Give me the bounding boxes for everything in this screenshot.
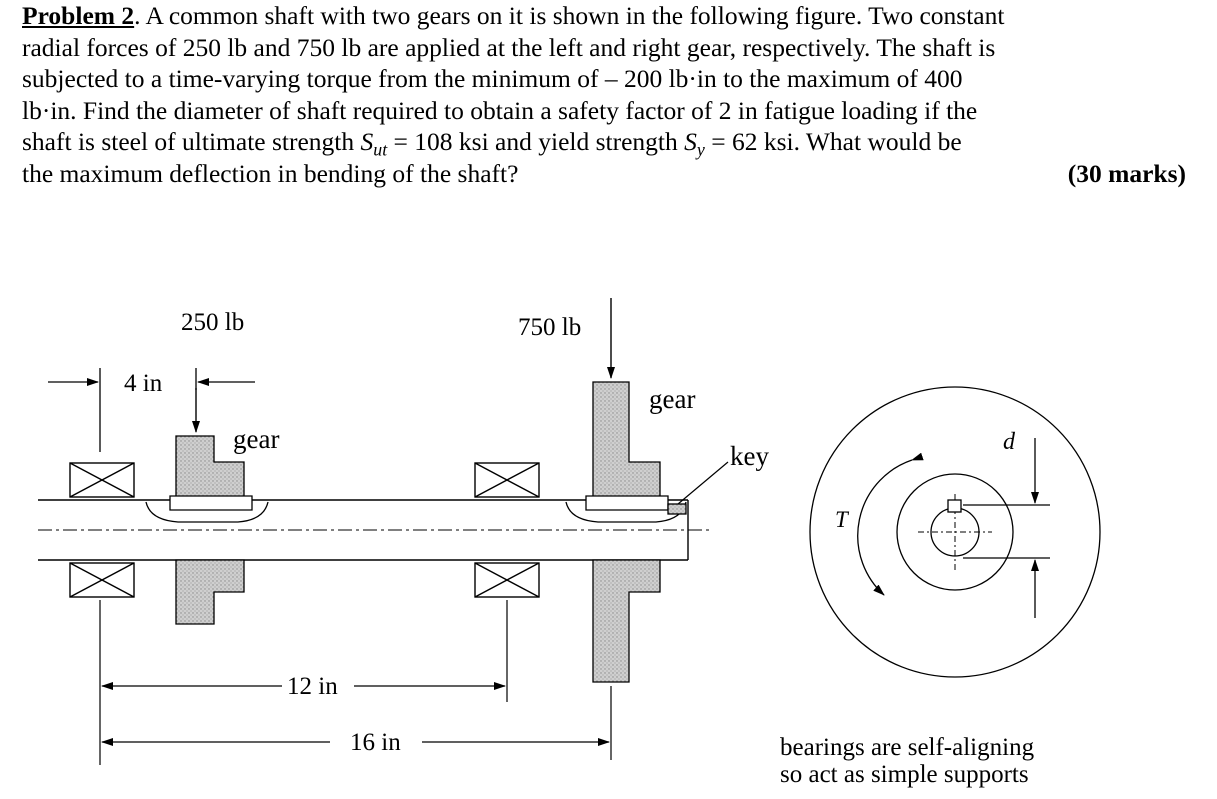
force-label-left: 250 lb [181,309,245,336]
dim-label-4in: 4 in [124,370,163,397]
dim-label-16in: 16 in [350,729,401,756]
problem-line-3: subjected to a time-varying torque from the minimum of – 200 lb·in to the maximum of 400 [22,64,963,93]
note-line-2: so act as simple supports [780,761,1029,788]
key-label: key [730,441,769,471]
torque-arrow [858,460,912,595]
torque-label: T [835,507,848,532]
note-line-1: bearings are self-aligning [780,734,1035,761]
gear-label-left: gear [233,424,280,454]
key-slot [668,504,686,514]
key-leader [678,462,728,504]
problem-heading: Problem 2 [22,1,135,30]
diameter-label: d [1003,429,1015,455]
sy-symbol: S [684,127,697,156]
problem-line-1: Problem 2. A common shaft with two gears on it is shown in the following figure. Two constant [22,1,1005,30]
dim-label-12in: 12 in [287,673,338,700]
problem-line-2: radial forces of 250 lb and 750 lb are applied at the left and right gear, respectively. The shaft is [22,32,996,62]
sut-symbol: S [360,127,374,156]
marks-label: (30 marks) [1067,158,1186,188]
force-label-right: 750 lb [518,314,582,341]
sut-subscript: ut [373,139,388,160]
problem-line-6: the maximum deflection in bending of the shaft? (30 marks) [22,158,1186,188]
sy-subscript: y [696,139,705,160]
gear-right [566,382,686,682]
key-section [948,500,961,512]
problem-line-5: shaft is steel of ultimate strength $S_{ut} = 108$ ksi and yield strength $S_y = 62$ ksi. What would be [22,127,962,160]
problem-line-4: lb·in. Find the diameter of shaft required to obtain a safety factor of 2 in fatigue loading if the [22,95,978,125]
gear-label-right: gear [649,384,696,414]
shaft-cross-section [810,387,1100,677]
